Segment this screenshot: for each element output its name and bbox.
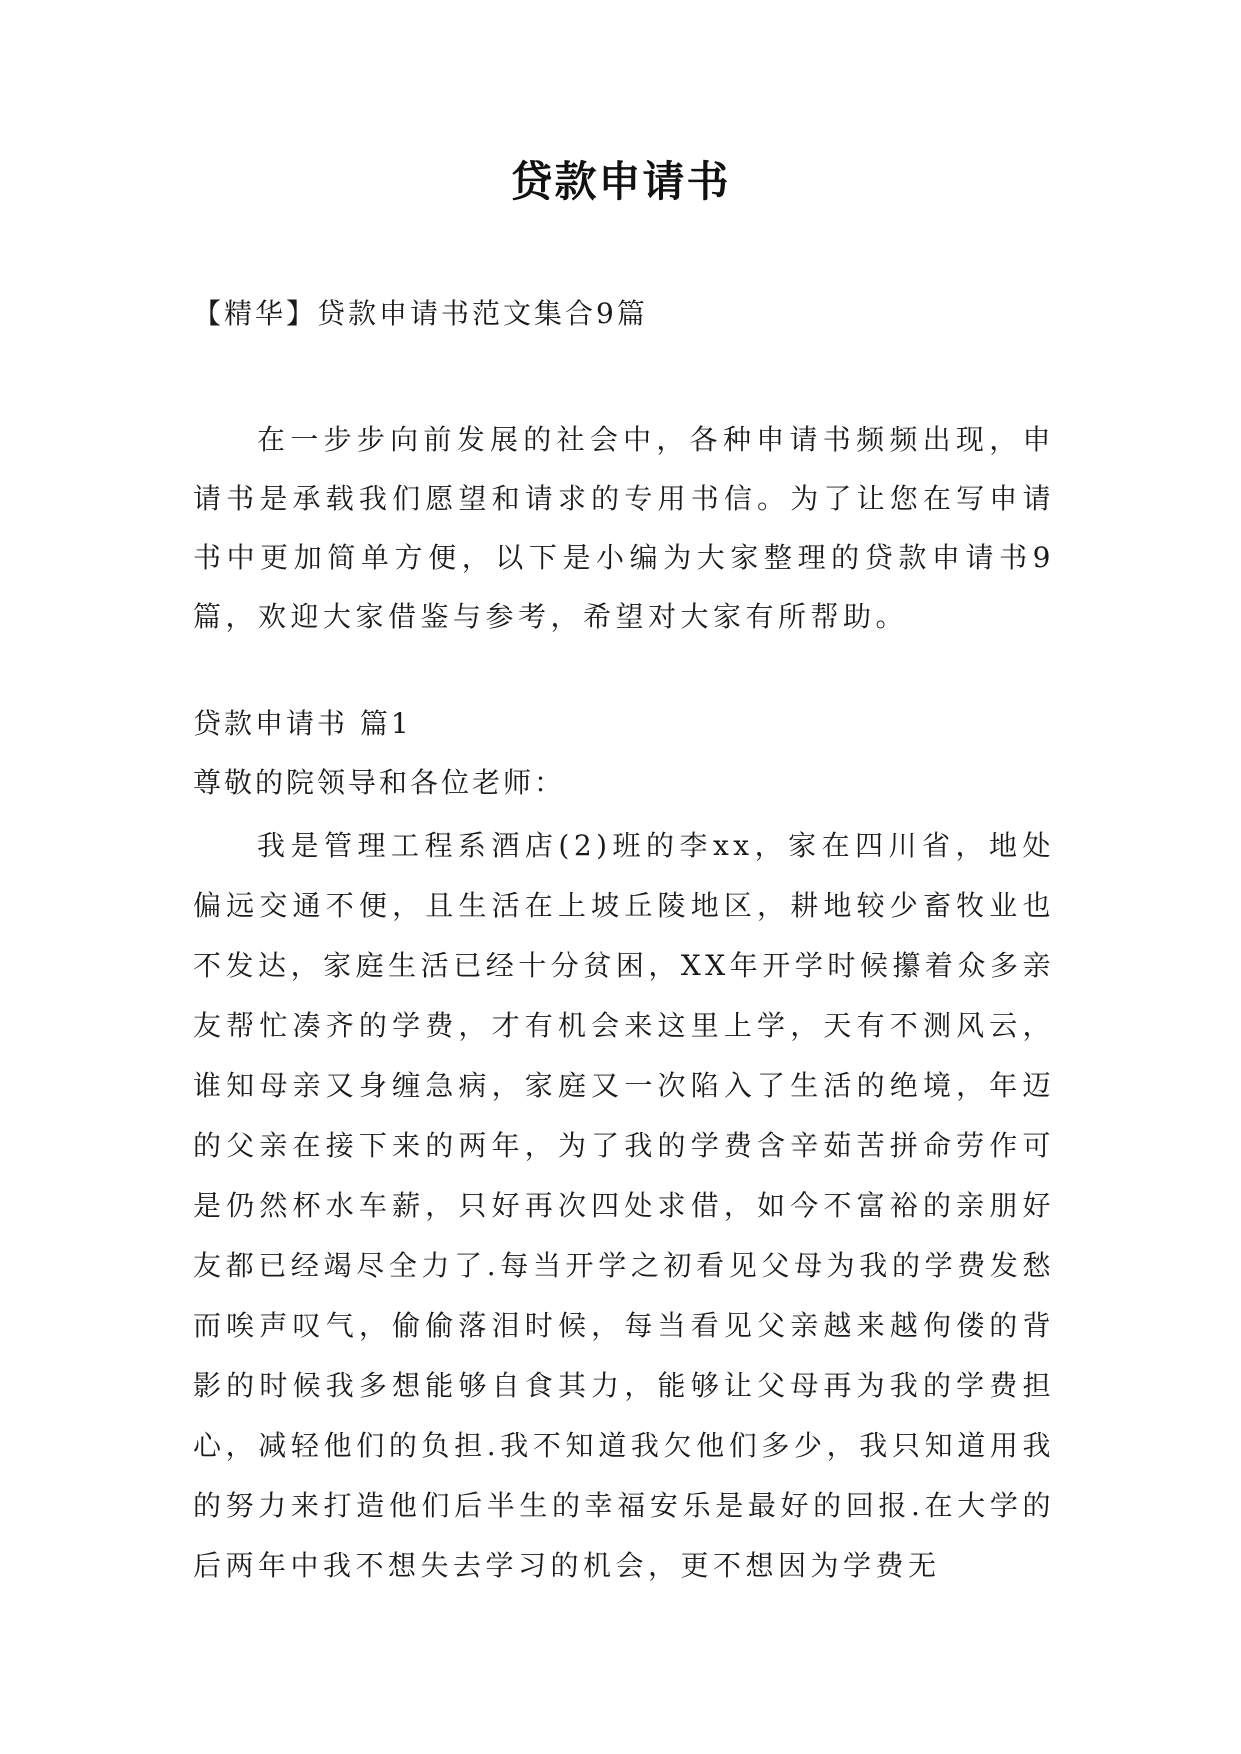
letter-body-paragraph: 我是管理工程系酒店(2)班的李xx，家在四川省，地处偏远交通不便，且生活在上坡丘陵地区，耕地较少畜牧业也不发达，家庭生活已经十分贫困，XX年开学时候攥着众多亲友帮忙凑齐的学费，才有机会来这里上学，天有不测风云，谁知母亲又身缠急病，家庭又一次陷入了生活的绝境，年迈的父亲在接下来的两年，为了我的学费含辛茹苦拼命劳作可是仍然杯水车薪，只好再次四处求借，如今不富裕的亲朋好友都已经竭尽全力了.每当开学之初看见父母为我的学费发愁而唉声叹气，偷偷落泪时候，每当看见父亲越来越佝偻的背影的时候我多想能够自食其力，能够让父母再为我的学费担心，减轻他们的负担.我不知道我欠他们多少，我只知道用我的努力来打造他们后半生的幸福安乐是最好的回报.在大学的后两年中我不想失去学习的机会，更不想因为学费无 — [193, 829, 1055, 1582]
document-title: 贷款申请书 — [510, 157, 731, 206]
section-heading: 贷款申请书 篇1 — [193, 707, 412, 740]
letter-salutation: 尊敬的院领导和各位老师： — [193, 766, 566, 799]
intro-paragraph: 在一步步向前发展的社会中，各种申请书频频出现，申请书是承载我们愿望和请求的专用书信。为了让您在写申请书中更加简单方便，以下是小编为大家整理的贷款申请书9篇，欢迎大家借鉴与参考，希望对大家有所帮助。 — [193, 423, 1055, 633]
document-subtitle: 【精华】贷款申请书范文集合9篇 — [193, 297, 648, 330]
